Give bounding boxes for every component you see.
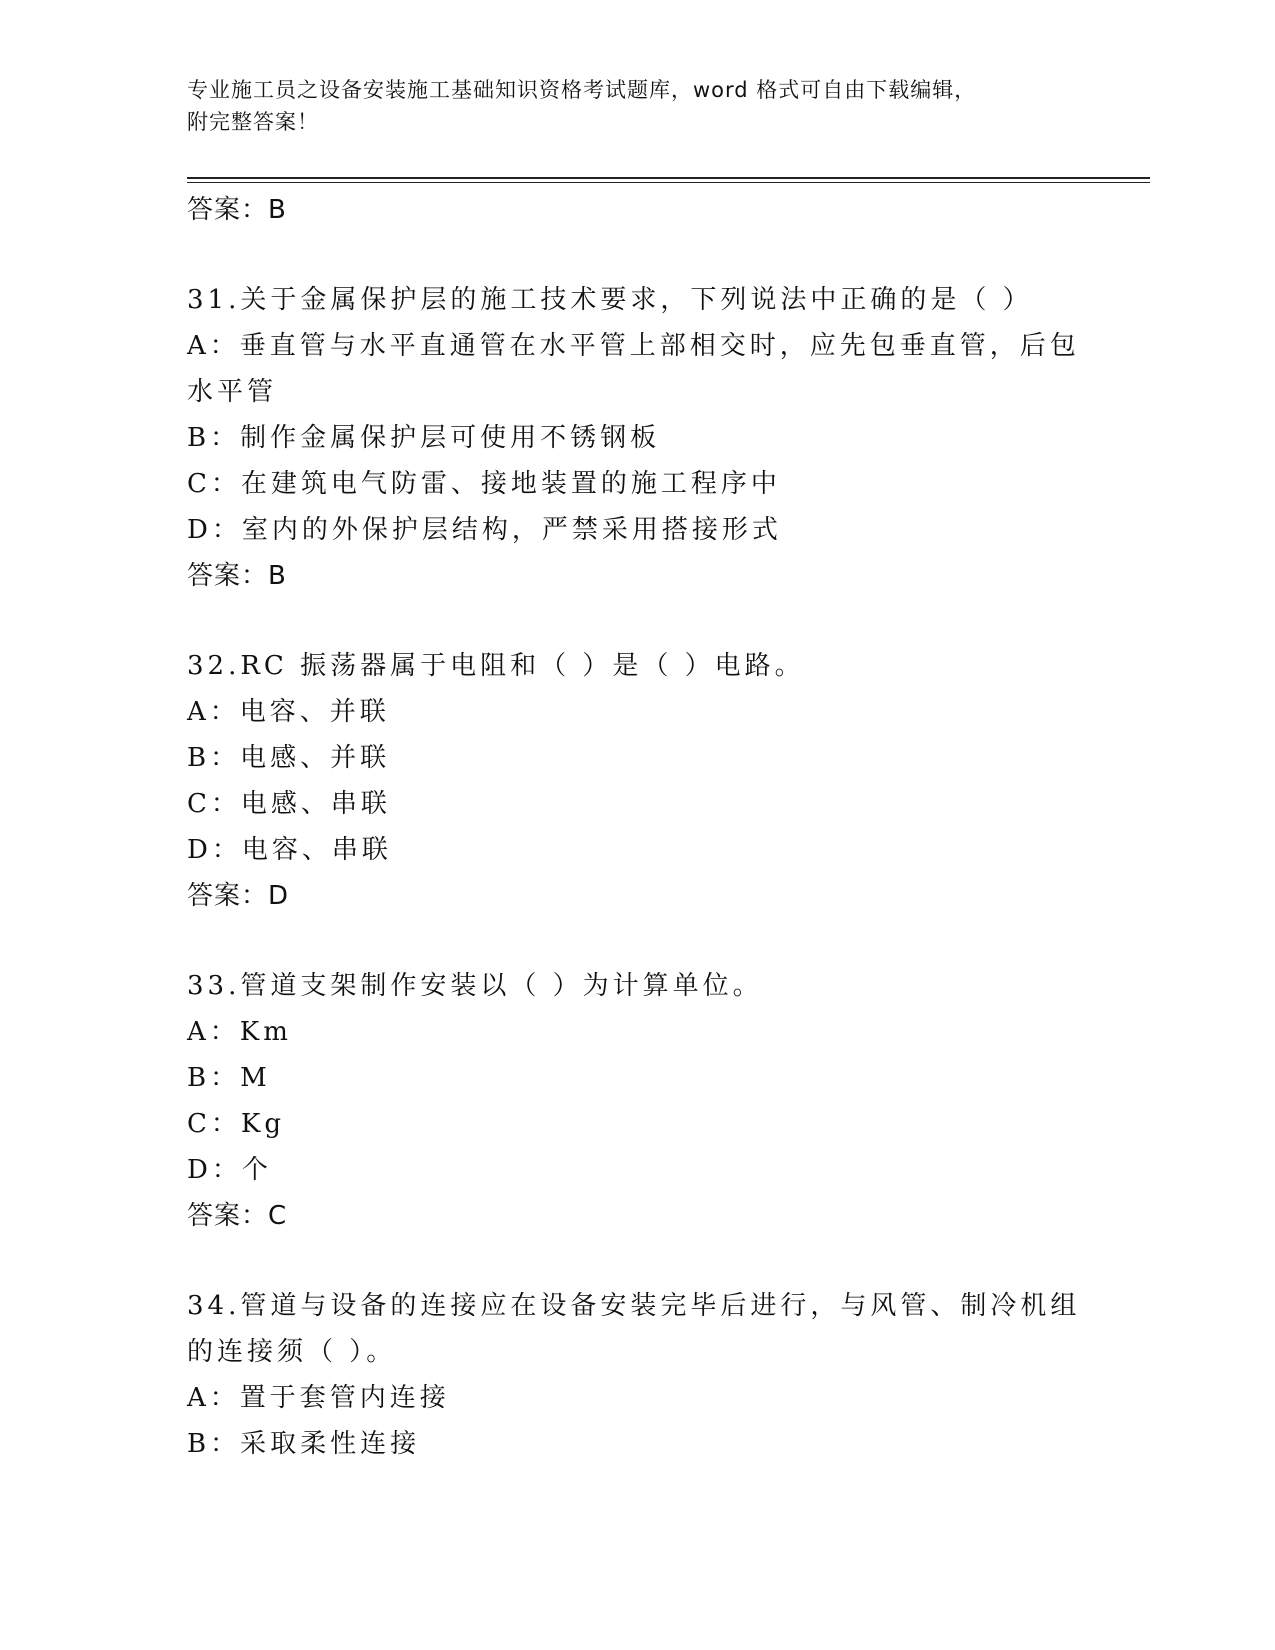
header-rule-thin bbox=[187, 182, 1150, 183]
question-block-32 bbox=[187, 643, 1107, 919]
page-header bbox=[187, 74, 1087, 138]
question-text: 32.RC 振荡器属于电阻和（ ）是（ ）电路。 bbox=[187, 651, 805, 681]
question-text: 33.管道支架制作安装以（ ）为计算单位。 bbox=[187, 971, 763, 1001]
answer-line: 答案：B bbox=[187, 561, 287, 591]
option-c: C：Kg bbox=[187, 1109, 285, 1139]
option-b: B：制作金属保护层可使用不锈钢板 bbox=[187, 423, 661, 453]
question-block-34 bbox=[187, 1283, 1107, 1467]
question-block-31 bbox=[187, 277, 1107, 599]
option-a: A：电容、并联 bbox=[187, 697, 390, 727]
answer-line: 答案：D bbox=[187, 881, 290, 911]
option-d: D：室内的外保护层结构，严禁采用搭接形式 bbox=[187, 515, 782, 545]
question-block-33 bbox=[187, 963, 1107, 1239]
option-c: C：在建筑电气防雷、接地装置的施工程序中 bbox=[187, 469, 781, 499]
option-b: B：采取柔性连接 bbox=[187, 1429, 421, 1459]
header-rule-thick bbox=[187, 177, 1150, 179]
header-line-1: 专业施工员之设备安装施工基础知识资格考试题库，word 格式可自由下载编辑， bbox=[187, 78, 977, 102]
option-b: B：M bbox=[187, 1063, 271, 1093]
answer-line: 答案：B bbox=[187, 195, 287, 225]
option-a: A：垂直管与水平直通管在水平管上部相交时，应先包垂直管，后包水平管 bbox=[187, 331, 1080, 407]
option-c: C：电感、串联 bbox=[187, 789, 391, 819]
option-a: A：置于套管内连接 bbox=[187, 1383, 450, 1413]
option-b: B：电感、并联 bbox=[187, 743, 391, 773]
option-a: A：Km bbox=[187, 1017, 292, 1047]
question-list bbox=[187, 187, 1107, 1467]
answer-line: 答案：C bbox=[187, 1201, 288, 1231]
question-text: 31.关于金属保护层的施工技术要求，下列说法中正确的是（ ） bbox=[187, 285, 1033, 315]
question-text: 34.管道与设备的连接应在设备安装完毕后进行，与风管、制冷机组的连接须（ ）。 bbox=[187, 1291, 1081, 1367]
option-d: D：电容、串联 bbox=[187, 835, 392, 865]
header-line-2: 附完整答案！ bbox=[187, 110, 319, 134]
option-d: D：个 bbox=[187, 1155, 272, 1185]
